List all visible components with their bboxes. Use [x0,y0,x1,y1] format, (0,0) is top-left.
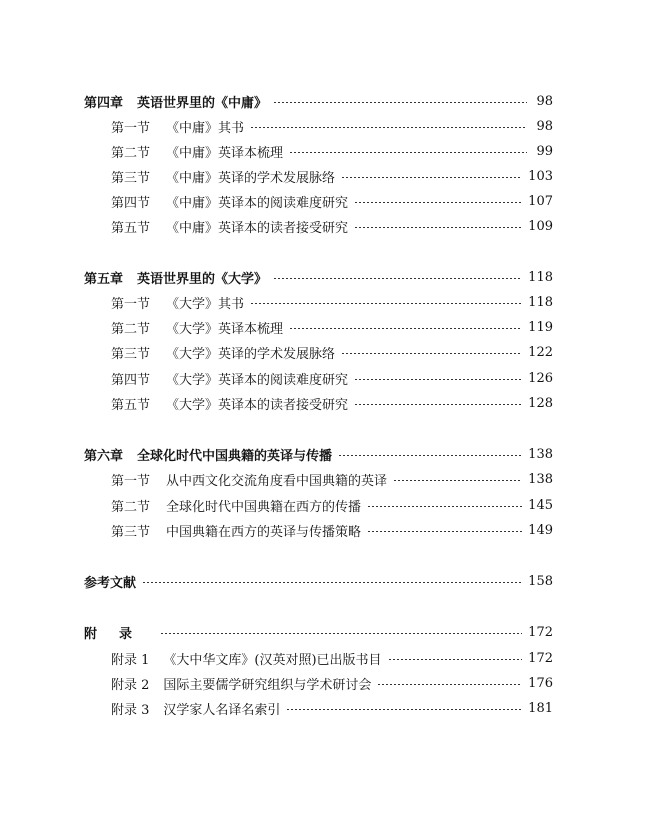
dot-leader [367,506,522,507]
page-number: 118 [528,269,553,285]
appendix-item-title: 汉学家人名译名索引 [163,702,281,718]
chapter-number: 第四章 [84,95,124,111]
dot-leader [289,328,522,329]
section-title: 中国典籍在西方的英译与传播策略 [166,524,362,540]
page-number: 181 [528,700,553,716]
page-number: 172 [528,650,553,666]
toc-chapter-6[interactable] [0,443,647,465]
dot-leader [341,177,522,178]
toc-appendix-2[interactable] [0,672,647,694]
chapter-title: 全球化时代中国典籍的英译与传播 [137,448,333,464]
toc-section-4-5[interactable] [0,215,647,237]
section-number: 第二节 [111,321,151,337]
appendix-number: 附录 2 [111,677,150,693]
page-number: 118 [528,294,553,310]
toc-section-5-1[interactable] [0,291,647,313]
page-number: 138 [528,471,553,487]
dot-leader [142,582,522,583]
toc-appendix-3[interactable] [0,697,647,719]
dot-leader [367,531,522,532]
dot-leader [273,102,527,103]
chapter-title: 英语世界里的《中庸》 [137,95,268,111]
section-number: 第二节 [111,145,151,161]
appendix-item-title: 国际主要儒学研究组织与学术研讨会 [163,677,372,693]
dot-leader [354,202,522,203]
section-title: 《大学》英译的学术发展脉络 [166,346,336,362]
toc-section-6-1[interactable] [0,468,647,490]
section-number: 第一节 [111,473,151,489]
toc-chapter-5[interactable] [0,266,647,288]
section-number: 第三节 [111,170,151,186]
section-number: 第一节 [111,296,151,312]
dot-leader [377,684,522,685]
section-title: 《大学》其书 [166,296,245,312]
dot-leader [354,404,522,405]
section-number: 第二节 [111,499,151,515]
page-number: 103 [528,168,553,184]
section-title: 全球化时代中国典籍在西方的传播 [166,499,362,515]
dot-leader [250,303,522,304]
section-title: 《中庸》英译本的阅读难度研究 [166,195,349,211]
section-title: 《中庸》英译的学术发展脉络 [166,170,336,186]
dot-leader [354,227,522,228]
toc-references[interactable] [0,570,647,592]
dot-leader [341,353,522,354]
dot-leader [338,455,522,456]
toc-chapter-4[interactable] [0,90,647,112]
toc-section-6-3[interactable] [0,519,647,541]
page-number: 98 [536,118,553,134]
toc-section-4-3[interactable] [0,165,647,187]
section-title: 《大学》英译本梳理 [166,321,284,337]
dot-leader [286,709,522,710]
appendix-title: 附录 [84,626,155,642]
page-number: 109 [528,218,553,234]
page-number: 128 [528,395,553,411]
section-number: 第四节 [111,372,151,388]
page-number: 107 [528,193,553,209]
appendix-number: 附录 3 [111,702,150,718]
page-number: 99 [536,143,553,159]
toc-section-6-2[interactable] [0,494,647,516]
section-number: 第五节 [111,220,151,236]
page-number: 172 [528,624,553,640]
dot-leader [354,379,522,380]
chapter-number: 第五章 [84,271,124,287]
section-number: 第一节 [111,120,151,136]
section-title: 《大学》英译本的阅读难度研究 [166,372,349,388]
section-title: 《大学》英译本的读者接受研究 [166,397,349,413]
section-number: 第四节 [111,195,151,211]
toc-appendix[interactable] [0,621,647,643]
page-number: 138 [528,446,553,462]
section-number: 第三节 [111,524,151,540]
toc-section-5-3[interactable] [0,341,647,363]
section-title: 从中西文化交流角度看中国典籍的英译 [166,473,388,489]
section-title: 《中庸》英译本梳理 [166,145,284,161]
dot-leader [273,278,522,279]
chapter-number: 第六章 [84,448,124,464]
page-number: 158 [528,573,553,589]
section-number: 第五节 [111,397,151,413]
section-number: 第三节 [111,346,151,362]
chapter-title: 英语世界里的《大学》 [137,271,268,287]
page-number: 98 [536,93,553,109]
toc-section-4-2[interactable] [0,140,647,162]
references-title: 参考文献 [84,575,137,591]
page-number: 176 [528,675,553,691]
toc-section-5-2[interactable] [0,316,647,338]
page-number: 119 [528,319,553,335]
toc-section-5-4[interactable] [0,367,647,389]
dot-leader [393,480,522,481]
toc-section-5-5[interactable] [0,392,647,414]
page-number: 122 [528,344,553,360]
dot-leader [388,659,523,660]
toc-appendix-1[interactable] [0,647,647,669]
page-number: 126 [528,370,553,386]
toc-section-4-1[interactable] [0,115,647,137]
appendix-item-title: 《大中华文库》(汉英对照)已出版书目 [163,652,382,668]
appendix-number: 附录 1 [111,652,150,668]
dot-leader [289,152,527,153]
dot-leader [250,127,527,128]
toc-section-4-4[interactable] [0,190,647,212]
page-number: 149 [528,522,553,538]
page-number: 145 [528,497,553,513]
section-title: 《中庸》其书 [166,120,245,136]
dot-leader [160,633,522,634]
section-title: 《中庸》英译本的读者接受研究 [166,220,349,236]
